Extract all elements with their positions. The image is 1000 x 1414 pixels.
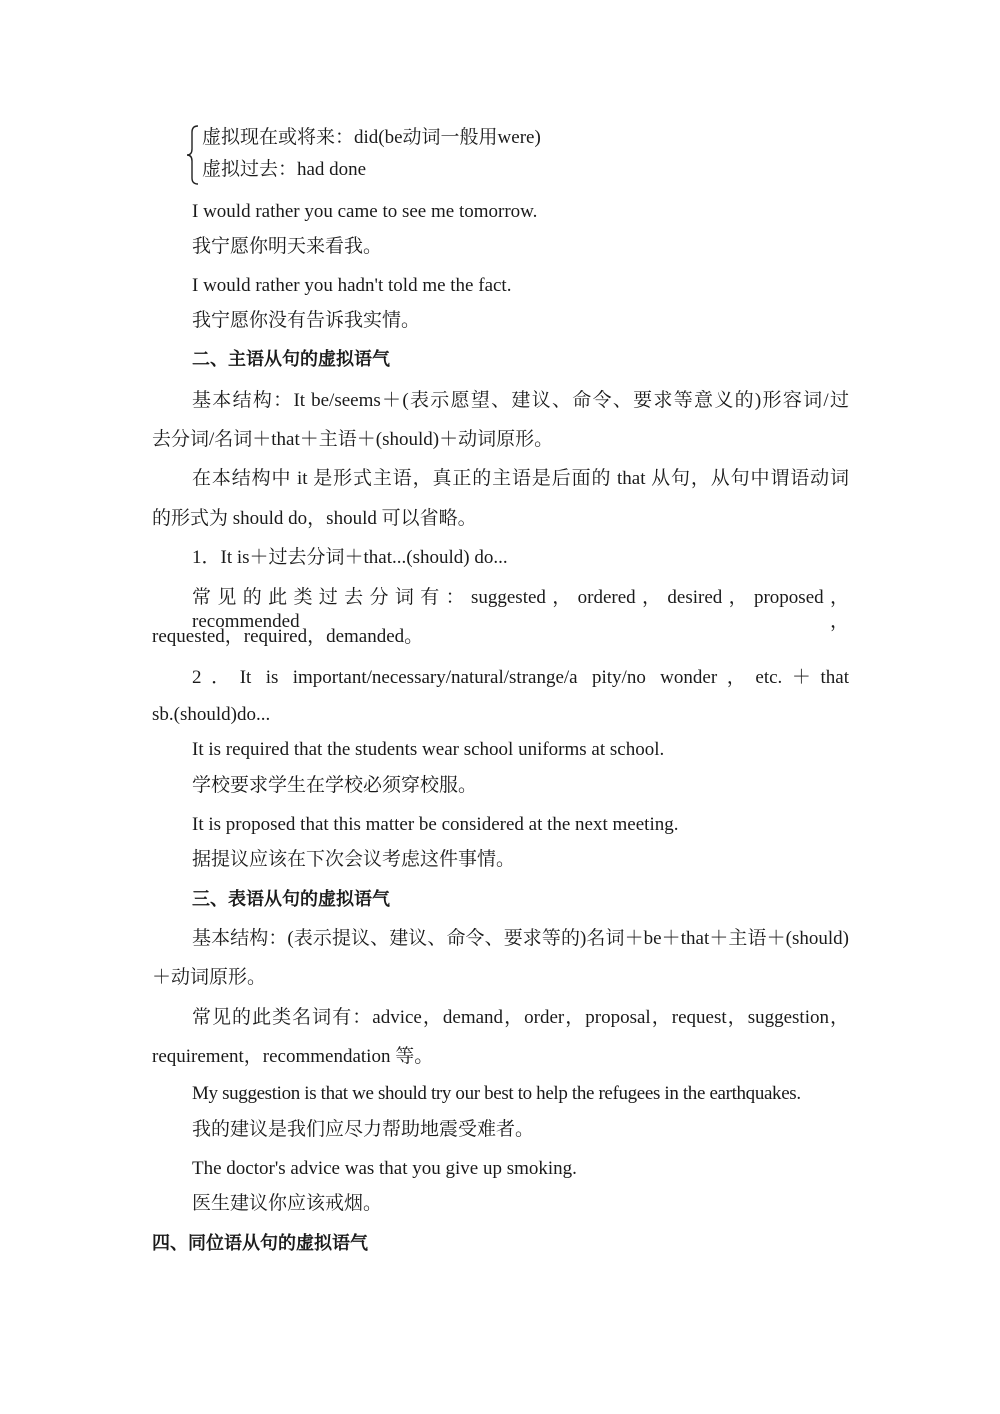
- brace-line-past: 虚拟过去：had done: [202, 159, 367, 180]
- note-text: 的形式为 should do，should 可以省略。: [152, 508, 477, 529]
- note-text: 在本结构中 it 是形式主语，真正的主语是后面的 that 从句，从句中谓语动词: [192, 468, 849, 489]
- structure-text: 基本结构：(表示提议、建议、命令、要求等的)名词＋be＋that＋主语＋(should): [192, 928, 849, 949]
- noun-list: requirement，recommendation 等。: [152, 1046, 434, 1067]
- example-zh: 我的建议是我们应尽力帮助地震受难者。: [192, 1119, 535, 1140]
- example-en: The doctor's advice was that you give up smoking.: [192, 1158, 577, 1179]
- curly-brace-icon: [186, 124, 200, 186]
- example-zh: 我宁愿你明天来看我。: [192, 236, 383, 257]
- example-zh: 学校要求学生在学校必须穿校服。: [192, 775, 478, 796]
- structure-text: 去分词/名词＋that＋主语＋(should)＋动词原形。: [152, 429, 554, 450]
- point-2: sb.(should)do...: [152, 704, 271, 725]
- section-heading-appositive-clause: 四、同位语从句的虚拟语气: [152, 1233, 368, 1254]
- structure-text: ＋动词原形。: [152, 967, 267, 988]
- example-zh: 据提议应该在下次会议考虑这件事情。: [192, 849, 516, 870]
- participle-list: requested，required，demanded。: [152, 626, 424, 647]
- noun-list: 常见的此类名词有：advice，demand，order，proposal，request，suggestion，: [192, 1007, 849, 1028]
- example-en: It is proposed that this matter be considered at the next meeting.: [192, 814, 679, 835]
- example-en: It is required that the students wear school uniforms at school.: [192, 739, 665, 760]
- example-en: My suggestion is that we should try our best to help the refugees in the earthquakes.: [192, 1083, 801, 1104]
- participle-list: 常见的此类过去分词有：suggested，ordered，desired，proposed，recommended，: [192, 587, 849, 632]
- brace-line-present-future: 虚拟现在或将来：did(be动词一般用were): [202, 127, 541, 148]
- example-zh: 我宁愿你没有告诉我实情。: [192, 310, 421, 331]
- point-1: 1．It is＋过去分词＋that...(should) do...: [192, 547, 508, 568]
- example-zh: 医生建议你应该戒烟。: [192, 1193, 383, 1214]
- section-heading-subject-clause: 二、主语从句的虚拟语气: [192, 349, 390, 370]
- point-2: 2．It is important/necessary/natural/strange/a pity/no wonder，etc.＋that: [192, 667, 849, 688]
- example-en: I would rather you came to see me tomorrow.: [192, 201, 538, 222]
- structure-text: 基本结构：It be/seems＋(表示愿望、建议、命令、要求等意义的)形容词/过: [192, 390, 849, 411]
- section-heading-predicative-clause: 三、表语从句的虚拟语气: [192, 889, 390, 910]
- example-en: I would rather you hadn't told me the fact.: [192, 275, 512, 296]
